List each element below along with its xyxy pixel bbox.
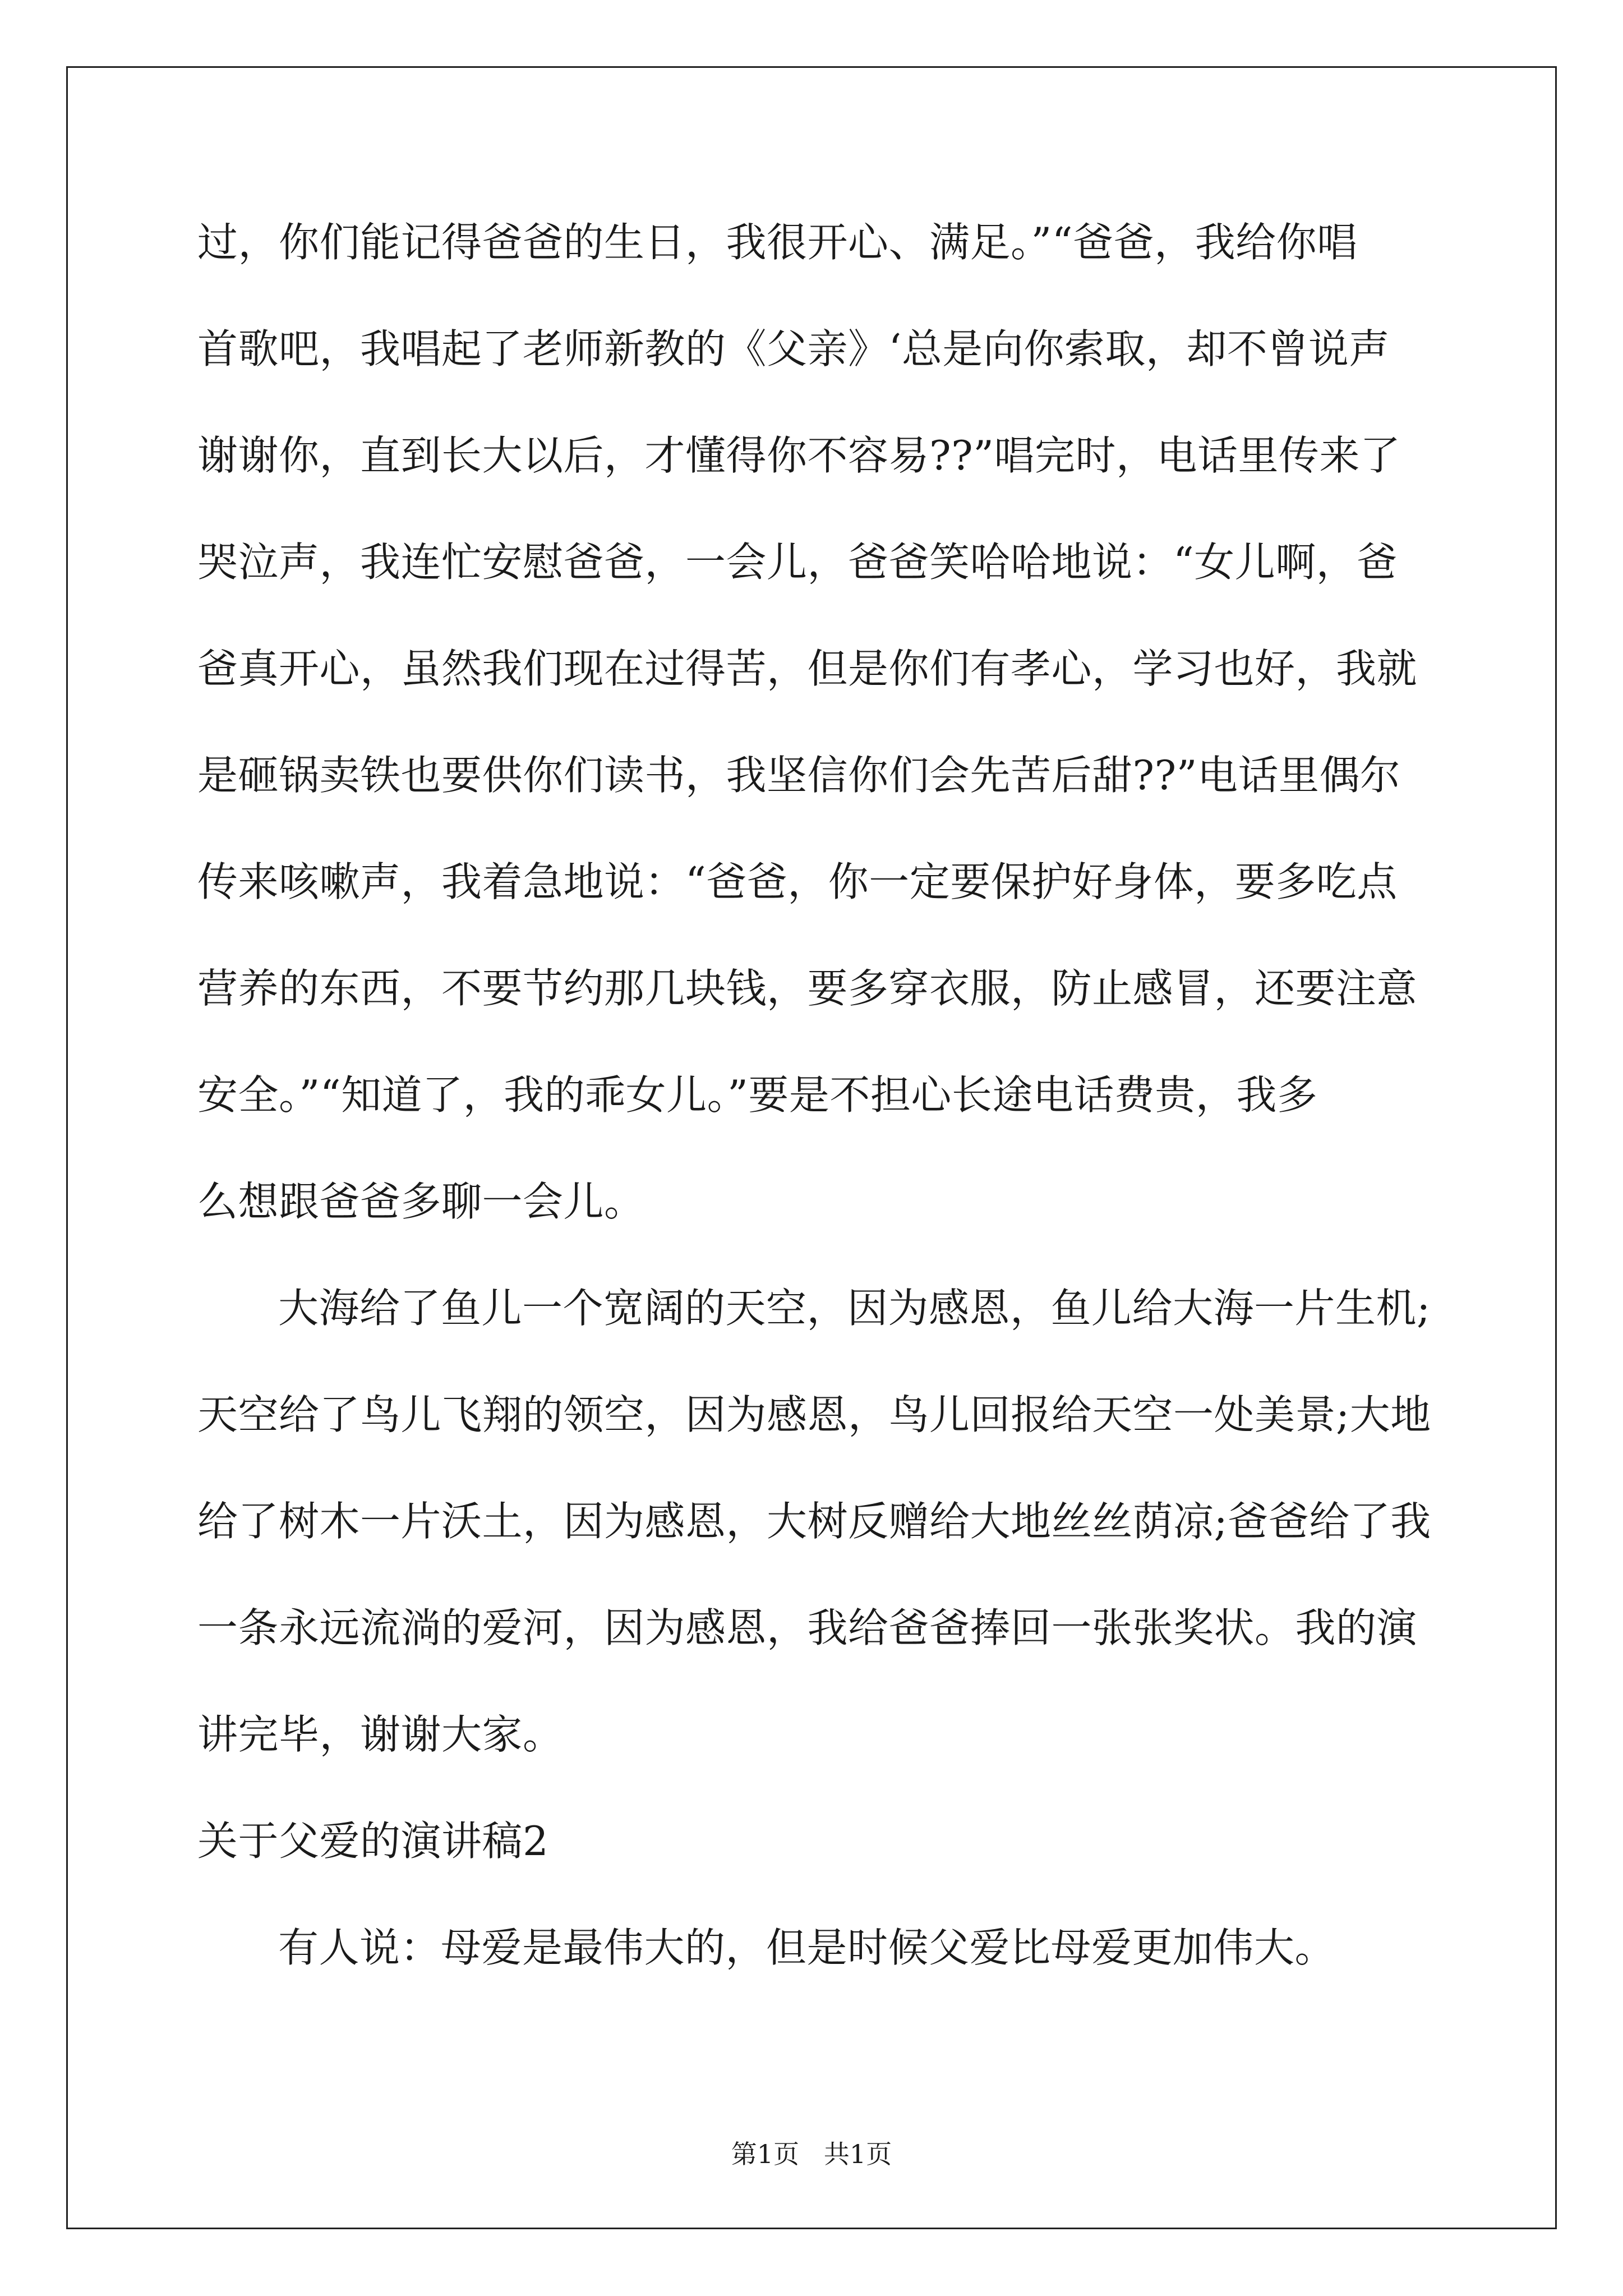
text-line: 谢谢你，直到长大以后，才懂得你不容易??”唱完时，电话里传来了 [197, 432, 1401, 479]
text-line: 讲完毕，谢谢大家。 [197, 1711, 564, 1758]
text-line: 么想跟爸爸多聊一会儿。 [197, 1178, 645, 1225]
text-line: 首歌吧，我唱起了老师新教的《父亲》‘总是向你索取，却不曾说声 [197, 325, 1390, 372]
document-body [197, 216, 1431, 2028]
text-line: 给了树木一片沃土，因为感恩，大树反赠给大地丝丝荫凉;爸爸给了我 [197, 1498, 1431, 1545]
page-footer: 第1页 共1页 [731, 2139, 892, 2169]
text-line: 过，你们能记得爸爸的生日，我很开心、满足。”“爸爸，我给你唱 [197, 219, 1358, 266]
text-line: 安全。”“知道了，我的乖女儿。”要是不担心长途电话费贵，我多 [197, 1071, 1318, 1119]
text-line: 关于父爱的演讲稿2 [197, 1818, 549, 1865]
text-line: 是砸锅卖铁也要供你们读书，我坚信你们会先苦后甜??”电话里偶尔 [197, 752, 1401, 799]
text-line: 营养的东西，不要节约那几块钱，要多穿衣服，防止感冒，还要注意 [197, 965, 1418, 1012]
text-line: 有人说：母爱是最伟大的，但是时候父爱比母爱更加伟大。 [278, 1924, 1336, 1971]
text-line: 爸真开心，虽然我们现在过得苦，但是你们有孝心，学习也好，我就 [197, 645, 1418, 692]
text-line: 哭泣声，我连忙安慰爸爸，一会儿，爸爸笑哈哈地说：“女儿啊，爸 [197, 539, 1398, 586]
text-line: 一条永远流淌的爱河，因为感恩，我给爸爸捧回一张张奖状。我的演 [197, 1604, 1418, 1651]
text-line: 传来咳嗽声，我着急地说：“爸爸，你一定要保护好身体，要多吃点 [197, 858, 1398, 905]
text-line: 大海给了鱼儿一个宽阔的天空，因为感恩，鱼儿给大海一片生机; [278, 1285, 1431, 1332]
text-line: 天空给了鸟儿飞翔的领空，因为感恩，鸟儿回报给天空一处美景;大地 [197, 1391, 1431, 1438]
